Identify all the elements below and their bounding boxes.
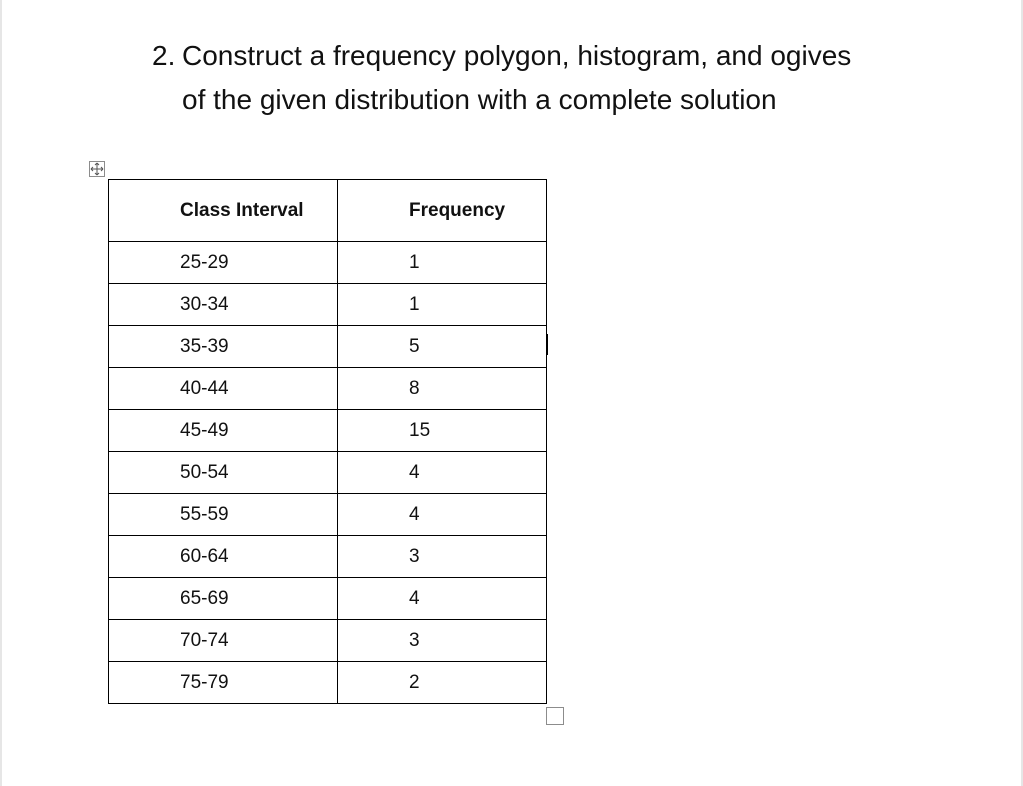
table-row <box>109 410 547 452</box>
class-interval-cell[interactable]: 45-49 <box>109 410 338 452</box>
frequency-cell[interactable]: 8 <box>338 368 547 410</box>
class-interval-cell[interactable]: 70-74 <box>109 620 338 662</box>
class-interval-cell[interactable]: 50-54 <box>109 452 338 494</box>
table-row <box>109 620 547 662</box>
page-edge-left <box>0 0 2 786</box>
table-header-row <box>109 180 547 242</box>
table-resize-icon[interactable] <box>546 707 564 725</box>
frequency-cell[interactable]: 1 <box>338 284 547 326</box>
header-class-interval[interactable]: Class Interval <box>109 180 338 242</box>
table-row <box>109 284 547 326</box>
table-body <box>109 242 547 704</box>
header-frequency[interactable]: Frequency <box>338 180 547 242</box>
class-interval-cell[interactable]: 40-44 <box>109 368 338 410</box>
table-row <box>109 494 547 536</box>
frequency-cell[interactable]: 3 <box>338 620 547 662</box>
frequency-table[interactable] <box>108 179 547 704</box>
class-interval-cell[interactable]: 35-39 <box>109 326 338 368</box>
class-interval-cell[interactable]: 25-29 <box>109 242 338 284</box>
table-row <box>109 326 547 368</box>
table-row <box>109 242 547 284</box>
frequency-cell[interactable]: 1 <box>338 242 547 284</box>
table-row <box>109 368 547 410</box>
table-row <box>109 578 547 620</box>
class-interval-cell[interactable]: 30-34 <box>109 284 338 326</box>
question-number: 2. <box>152 40 176 71</box>
class-interval-cell[interactable]: 65-69 <box>109 578 338 620</box>
frequency-cell[interactable]: 4 <box>338 494 547 536</box>
table-move-icon[interactable] <box>89 161 105 177</box>
frequency-cell[interactable]: 4 <box>338 452 547 494</box>
class-interval-cell[interactable]: 75-79 <box>109 662 338 704</box>
table-row <box>109 536 547 578</box>
class-interval-cell[interactable]: 55-59 <box>109 494 338 536</box>
frequency-cell[interactable]: 2 <box>338 662 547 704</box>
frequency-cell[interactable]: 5 <box>338 326 547 368</box>
frequency-cell[interactable]: 15 <box>338 410 547 452</box>
frequency-cell[interactable]: 4 <box>338 578 547 620</box>
frequency-cell[interactable]: 3 <box>338 536 547 578</box>
class-interval-cell[interactable]: 60-64 <box>109 536 338 578</box>
text-cursor <box>547 334 548 355</box>
table-row <box>109 452 547 494</box>
question-text: Construct a frequency polygon, histogram, and ogives of the given distribution with a complete solution <box>182 40 852 115</box>
table-row <box>109 662 547 704</box>
